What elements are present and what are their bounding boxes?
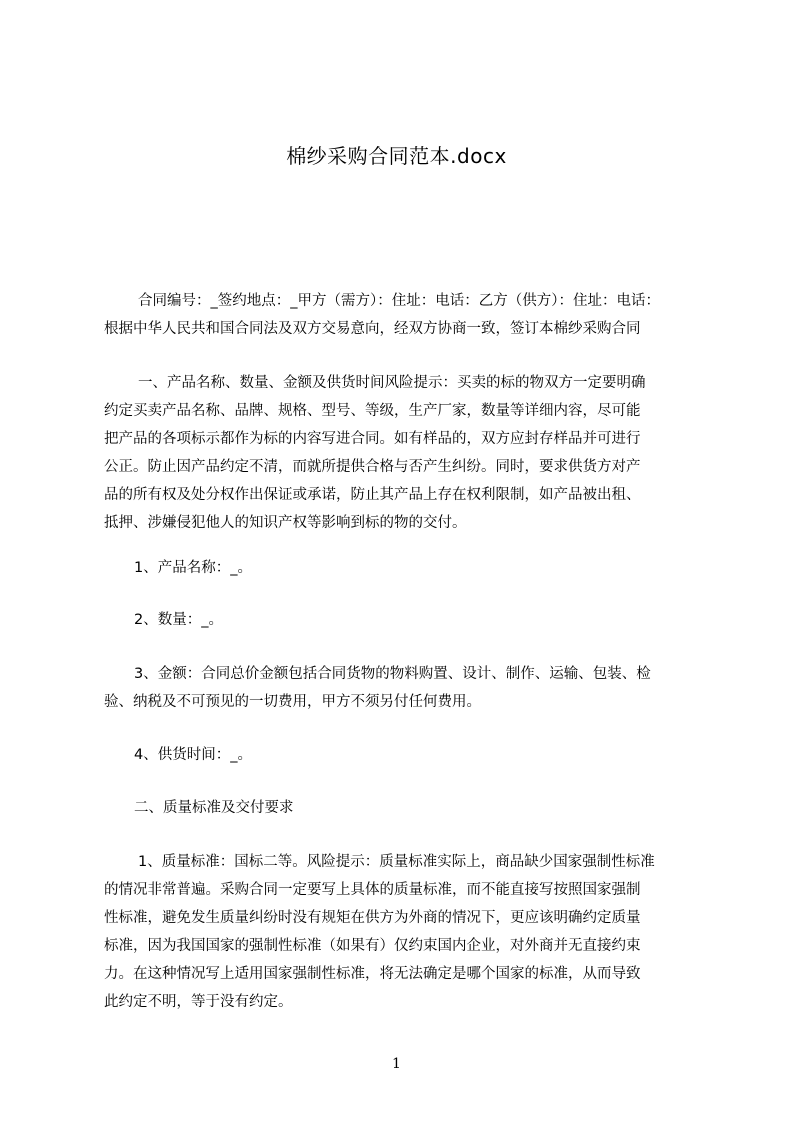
paragraph-line: 根据中华人民共和国合同法及双方交易意向，经双方协商一致，签订本棉纱采购合同 bbox=[104, 321, 641, 337]
paragraph-line: 公正。防止因产品约定不清，而就所提供合格与否产生纠纷。同时，要求供货方对产 bbox=[104, 459, 641, 475]
paragraph-line: 力。在这种情况写上适用国家强制性标准，将无法确定是哪个国家的标准，从而导致 bbox=[104, 966, 641, 982]
section-two-heading bbox=[104, 794, 716, 822]
paragraph-line: 品的所有权及处分权作出保证或承诺，防止其产品上存在权利限制，如产品被出租、 bbox=[104, 487, 641, 503]
paragraph-line: 合同编号：_签约地点：_甲方（需方）：住址：电话：乙方（供方）：住址：电话： bbox=[138, 293, 660, 309]
product-name-paragraph bbox=[104, 554, 716, 582]
page-number: 1 bbox=[392, 1056, 401, 1072]
paragraph-line: 把产品的各项标示都作为标的内容写进合同。如有样品的，双方应封存样品并可进行 bbox=[104, 431, 641, 447]
paragraph-line: 此约定不明，等于没有约定。 bbox=[104, 994, 293, 1010]
contract-header-paragraph bbox=[104, 287, 716, 343]
section-one-paragraph bbox=[104, 369, 716, 537]
paragraph-line: 2、数量：_。 bbox=[134, 612, 223, 628]
paragraph-line: 验、纳税及不可预见的一切费用，甲方不须另付任何费用。 bbox=[104, 694, 481, 710]
paragraph-line: 标准，因为我国国家的强制性标准（如果有）仅约束国内企业，对外商并无直接约束 bbox=[104, 938, 641, 954]
paragraph-line: 一、产品名称、数量、金额及供货时间风险提示：买卖的标的物双方一定要明确 bbox=[138, 375, 646, 391]
paragraph-line: 约定买卖产品名称、品牌、规格、型号、等级，生产厂家，数量等详细内容，尽可能 bbox=[104, 403, 641, 419]
paragraph-line: 3、金额：合同总价金额包括合同货物的物料购置、设计、制作、运输、包装、检 bbox=[134, 666, 651, 682]
paragraph-line: 的情况非常普遍。采购合同一定要写上具体的质量标准，而不能直接写按照国家强制 bbox=[104, 882, 641, 898]
paragraph-line: 性标准，避免发生质量纠纷时没有规矩在供方为外商的情况下，更应该明确约定质量 bbox=[104, 910, 641, 926]
amount-paragraph bbox=[104, 660, 716, 716]
paragraph-line: 1、质量标准：国标二等。风险提示：质量标准实际上，商品缺少国家强制性标准 bbox=[138, 854, 655, 870]
quality-standard-paragraph bbox=[104, 848, 716, 1016]
quantity-paragraph bbox=[104, 606, 716, 634]
paragraph-line: 抵押、涉嫌侵犯他人的知识产权等影响到标的物的交付。 bbox=[104, 515, 467, 531]
document-title: 棉纱采购合同范本.docx bbox=[286, 144, 507, 168]
paragraph-line: 4、供货时间：_。 bbox=[134, 747, 252, 763]
supply-time-paragraph bbox=[104, 741, 716, 769]
paragraph-line: 1、产品名称：_。 bbox=[134, 560, 252, 576]
paragraph-line: 二、质量标准及交付要求 bbox=[134, 800, 294, 816]
